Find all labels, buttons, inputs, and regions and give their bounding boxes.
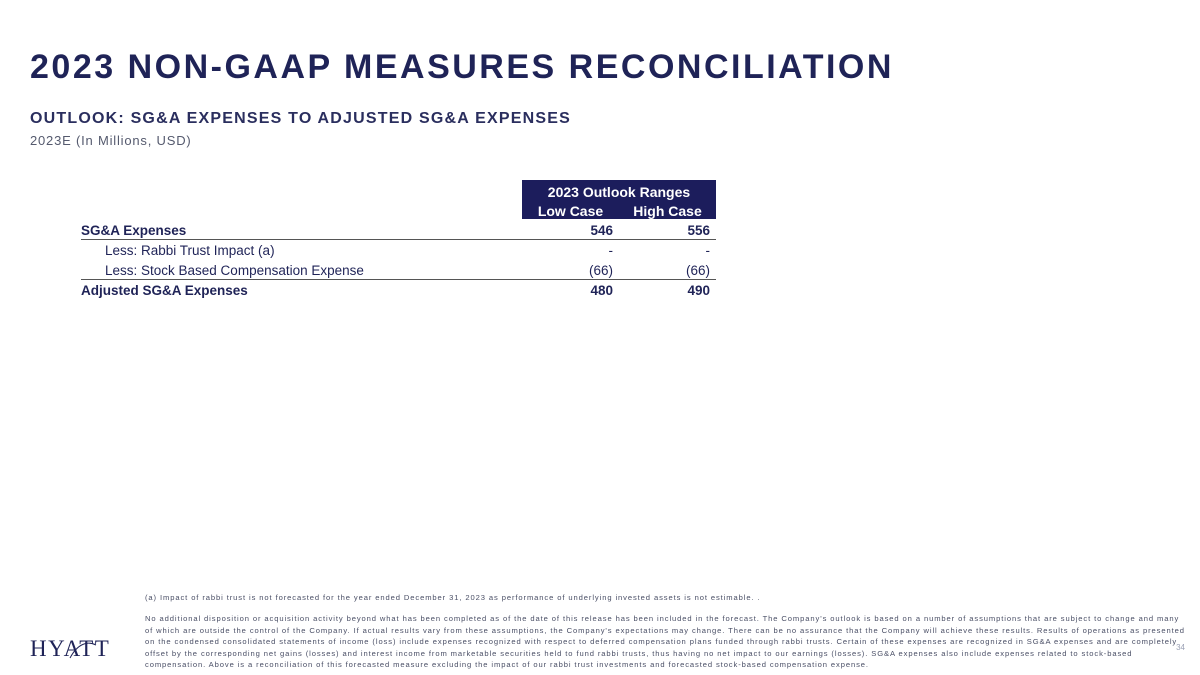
low-value: - bbox=[608, 243, 613, 258]
high-value: (66) bbox=[685, 263, 710, 278]
high-value: 556 bbox=[687, 223, 710, 238]
footnote-disclaimer: No additional disposition or acquisition activity beyond what has been completed as of the date of this release has been included in the forecast. The Company's outlook is based on a number of assumptions that are subject to change and many of which are outside the control of the Company. If actual results vary from these assumptions, the Company's expectations may change. There can be no assurance that the Company will achieve these results. Results of operations as presented on the condensed consolidated statements of income (loss) include expenses recognized with respect to deferred compensation plans funded through rabbi trusts. Certain of these expenses are recognized in SG&A expenses and are completely offset by the corresponding net gains (losses) and interest income from marketable securities held to fund rabbi trusts, thus having no net impact to our earnings (losses). SG&A expenses also include expenses related to stock-based compensation. Above is a reconciliation of this forecasted measure excluding the impact of our rabbi trust investments and forecasted stock-based compensation expense. bbox=[145, 614, 1185, 670]
outlook-header bbox=[522, 180, 716, 219]
row-label: SG&A Expenses bbox=[81, 223, 187, 238]
table-row bbox=[81, 221, 716, 241]
row-divider bbox=[81, 239, 716, 240]
high-value: - bbox=[705, 243, 710, 258]
table-row bbox=[81, 241, 716, 261]
high-case-header: High Case bbox=[633, 203, 702, 219]
page-title: 2023 NON-GAAP MEASURES RECONCILIATION bbox=[30, 48, 894, 86]
page-number: 34 bbox=[1176, 643, 1185, 652]
section-subtitle: OUTLOOK: SG&A EXPENSES TO ADJUSTED SG&A EXPENSES bbox=[30, 110, 571, 127]
low-value: (66) bbox=[588, 263, 613, 278]
row-label: Less: Stock Based Compensation Expense bbox=[105, 263, 364, 278]
low-case-header: Low Case bbox=[537, 203, 604, 219]
low-value: 546 bbox=[590, 223, 613, 238]
row-divider bbox=[81, 279, 716, 280]
logo-text: HYATT bbox=[30, 636, 111, 661]
outlook-ranges-header: 2023 Outlook Ranges bbox=[547, 184, 691, 200]
high-value: 490 bbox=[687, 283, 710, 298]
footnote-a: (a) Impact of rabbi trust is not forecasted for the year ended December 31, 2023 as performance of underlying invested assets is not estimable. . bbox=[145, 593, 761, 602]
low-value: 480 bbox=[590, 283, 613, 298]
table-row bbox=[81, 261, 716, 281]
table-row bbox=[81, 281, 716, 301]
units-note: 2023E (In Millions, USD) bbox=[30, 133, 192, 148]
hyatt-logo bbox=[30, 635, 116, 661]
row-label: Adjusted SG&A Expenses bbox=[81, 283, 248, 298]
row-label: Less: Rabbi Trust Impact (a) bbox=[105, 243, 275, 258]
